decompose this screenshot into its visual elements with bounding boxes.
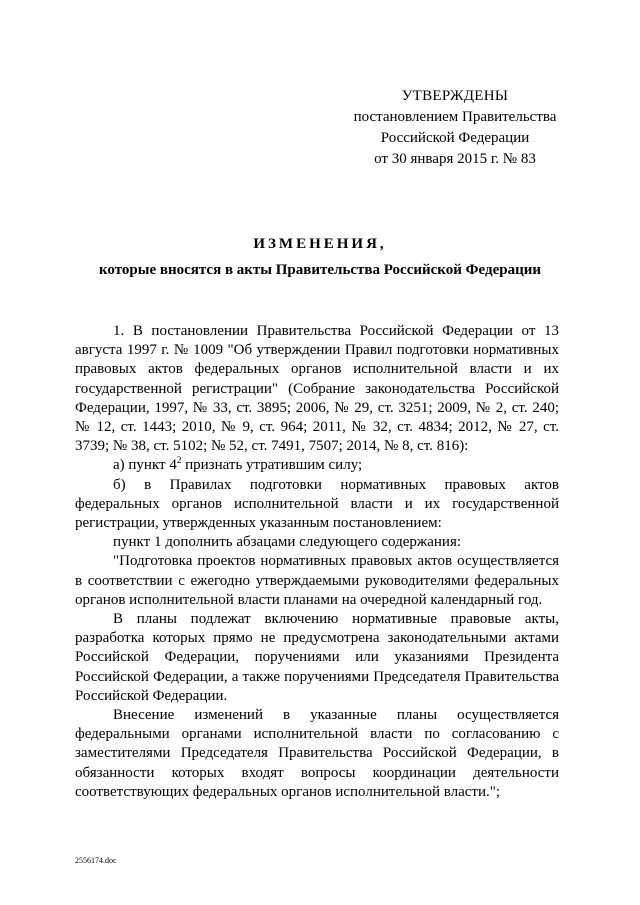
paragraph-quote-3: Внесение изменений в указанные планы осуществляется федеральными органами исполнительной власти по согласованию с заместителями Председателя Правительства Российской Федерации, в обязанности которых входят вопросы координации деятельности соответствующих федеральных органов исполнительной власти."; xyxy=(75,707,559,800)
paragraph-item-b: б) в Правилах подготовки нормативных правовых актов федеральных органов исполнительной власти и их государственной регистрации, утвержденных указанным постановлением: xyxy=(75,476,559,532)
approval-line-date: от 30 января 2015 г. № 83 xyxy=(374,151,536,167)
paragraph-1: 1. В постановлении Правительства Российской Федерации от 13 августа 1997 г. № 1009 "Об утверждении Правил подготовки нормативных правовых актов федеральных органов исполнительной власти и их государственной регистрации" (Собрание законодательства Российской Федерации, 1997, № 33, ст. 3895; 2006, № 29, ст. 3251; 2009, № 2, ст. 240; № 12, ст. 1443; 2010, № 9, ст. 964; 2011, № 32, ст. 4834; 2012, № 27, ст. 3739; № 38, ст. 5102; № 52, ст. 7491, 7507; 2014, № 8, ст. 816): xyxy=(75,323,559,455)
document-body xyxy=(75,322,559,802)
item-a-text: а) пункт 4 xyxy=(113,457,177,474)
paragraph-clause-1: пункт 1 дополнить абзацами следующего содержания: xyxy=(113,534,462,551)
document-title: ИЗМЕНЕНИЯ, xyxy=(253,236,387,252)
item-a-superscript: 2 xyxy=(176,455,182,466)
paragraph-quote-1: "Подготовка проектов нормативных правовых актов осуществляется в соответствии с ежегодно утверждаемыми руководителями федеральных органов исполнительной власти планами на очередной календарный год. xyxy=(75,553,559,608)
approval-line-decree: постановлением Правительства xyxy=(353,109,557,125)
item-a-tail: признать утратившим силу; xyxy=(181,457,363,474)
approval-stamp xyxy=(330,86,580,170)
paragraph-item-a xyxy=(75,456,559,475)
approval-line-government: Российской Федерации xyxy=(380,130,530,146)
approval-heading: УТВЕРЖДЕНЫ xyxy=(401,88,509,104)
paragraph-quote-2: В планы подлежат включению нормативные правовые акты, разработка которых прямо не предусмотрена законодательными актами Российской Федерации, поручениями или указаниями Президента Российской Федерации, а также поручениями Председателя Правительства Российской Федерации. xyxy=(75,611,559,704)
file-reference: 2556174.doc xyxy=(75,856,117,865)
document-subtitle: которые вносятся в акты Правительства Российской Федерации xyxy=(98,262,542,278)
